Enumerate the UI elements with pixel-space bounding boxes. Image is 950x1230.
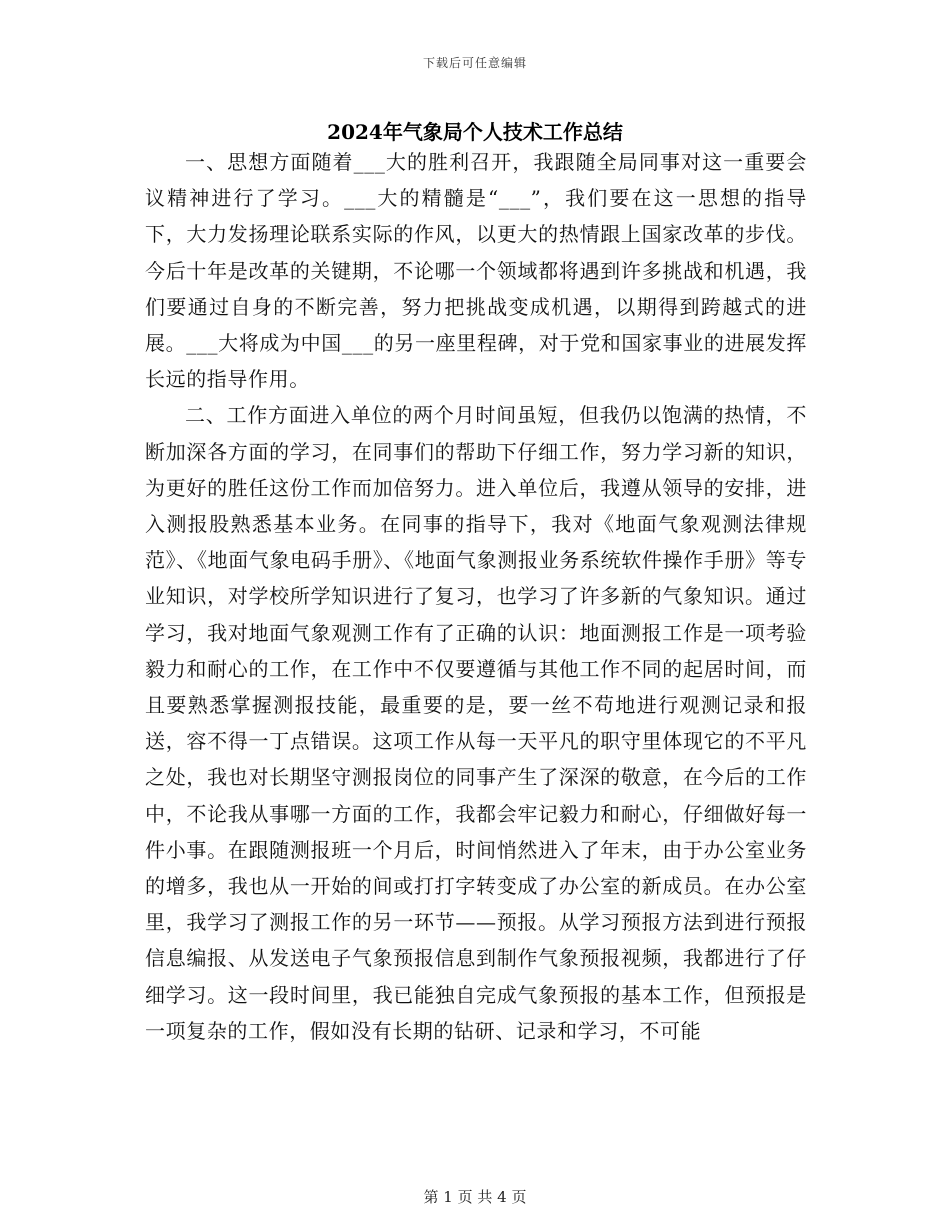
header-note: 下载后可任意编辑 bbox=[422, 56, 527, 70]
paragraph-work: 二、工作方面进入单位的两个月时间虽短，但我仍以饱满的热情，不断加深各方面的学习，在同事们的帮助下仔细工作，努力学习新的知识，为更好的胜任这份工作而加倍努力。进入单位后，我遵从领导的安排，进入测报股熟悉基本业务。在同事的指导下，我对《地面气象观测法律规范》、《地面气象电码手册》、《地面气象测报业务系统软件操作手册》等专业知识，对学校所学知识进行了复习，也学习了许多新的气象知识。通过学习，我对地面气象观测工作有了正确的认识：地面测报工作是一项考验毅力和耐心的工作，在工作中不仅要遵循与其他工作不同的起居时间，而且要熟悉掌握测报技能，最重要的是，要一丝不苟地进行观测记录和报送，容不得一丁点错误。这项工作从每一天平凡的职守里体现它的不平凡之处，我也对长期坚守测报岗位的同事产生了深深的敬意，在今后的工作中，不论我从事哪一方面的工作，我都会牢记毅力和耐心，仔细做好每一件小事。在跟随测报班一个月后，时间悄然进入了年末，由于办公室业务的增多，我也从一开始的间或打打字转变成了办公室的新成员。在办公室里，我学习了测报工作的另一环节——预报。从学习预报方法到进行预报信息编报、从发送电子气象预报信息到制作气象预报视频，我都进行了仔细学习。这一段时间里，我已能独自完成气象预报的基本工作，但预报是一项复杂的工作，假如没有长期的钻研、记录和学习，不可能 bbox=[145, 403, 807, 1043]
paragraph-thought: 一、思想方面随着___大的胜利召开，我跟随全局同事对这一重要会议精神进行了学习。___大的精髓是“___”，我们要在这一思想的指导下，大力发扬理论联系实际的作风，以更大的热情跟上国家改革的步伐。今后十年是改革的关键期，不论哪一个领域都将遇到许多挑战和机遇，我们要通过自身的不断完善，努力把挑战变成机遇，以期得到跨越式的进展。___大将成为中国___的另一座里程碑，对于党和国家事业的进展发挥长远的指导作用。 bbox=[145, 150, 807, 392]
document-body bbox=[145, 144, 807, 1049]
document-title: 2024年气象局个人技术工作总结 bbox=[327, 120, 623, 144]
page-number: 第 1 页 共 4 页 bbox=[423, 1188, 527, 1206]
